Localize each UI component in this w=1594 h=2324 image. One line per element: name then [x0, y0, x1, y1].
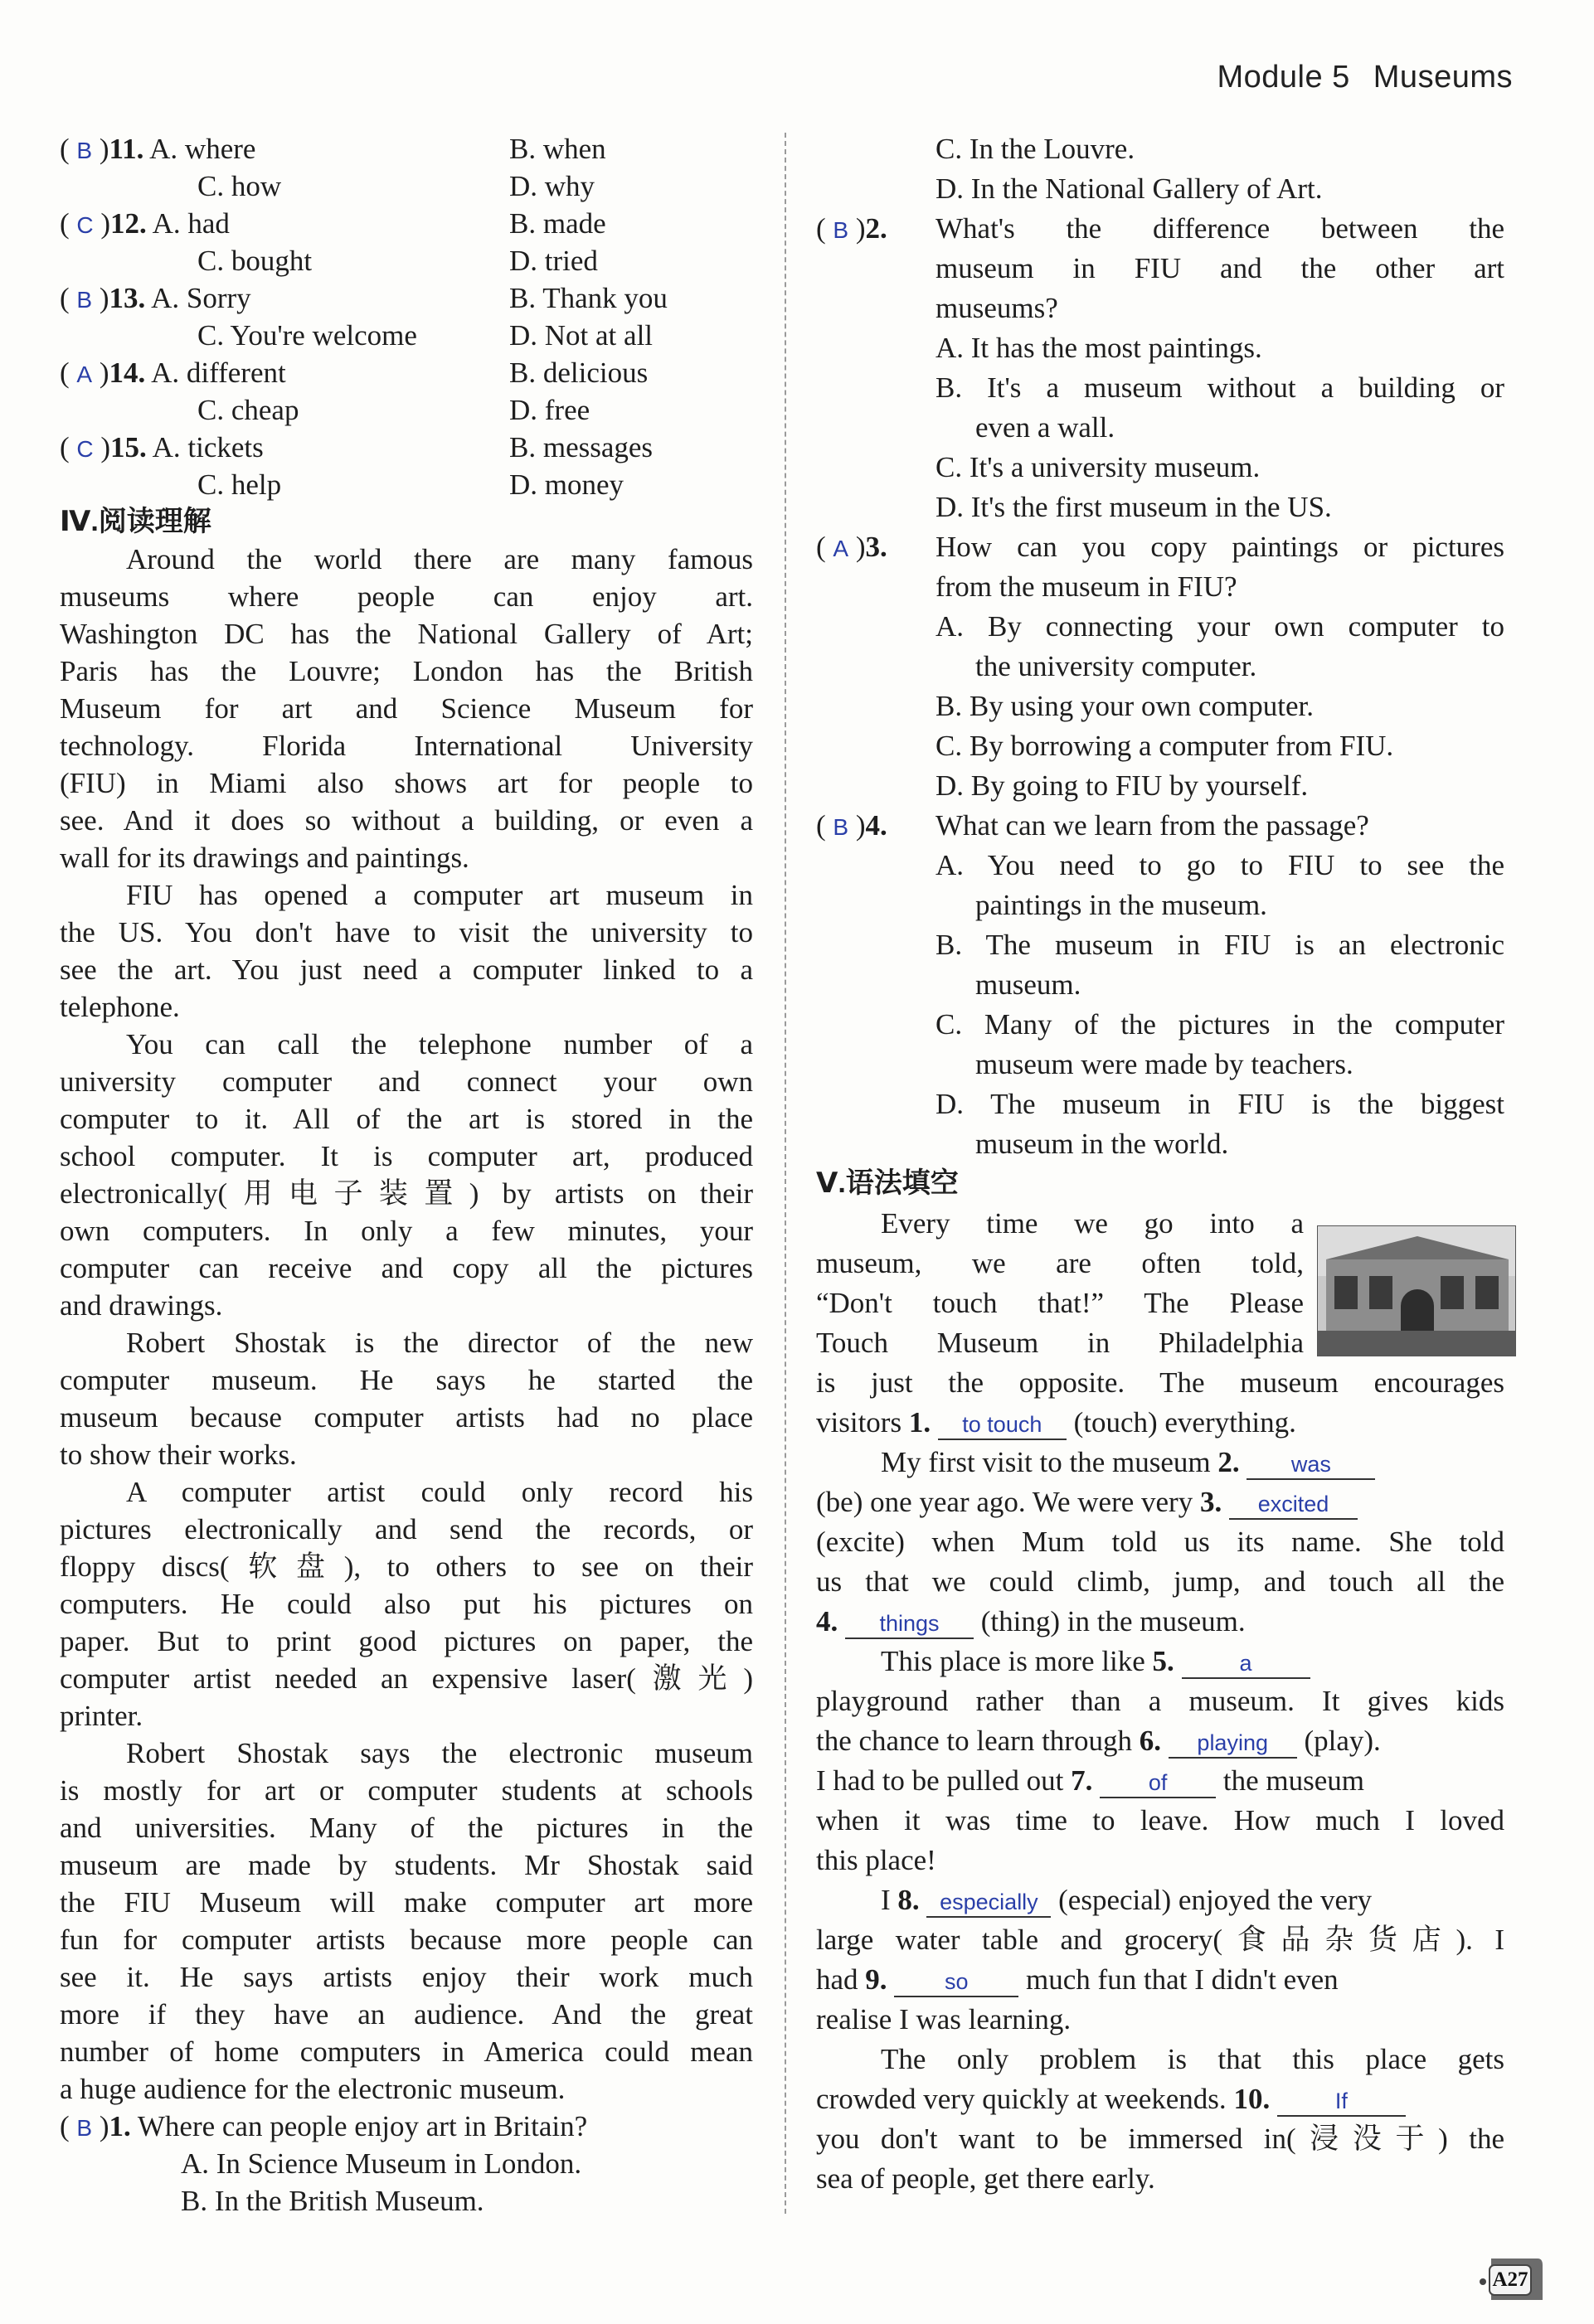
option: A. In Science Museum in London. — [181, 2147, 582, 2180]
column-divider — [785, 133, 786, 2214]
option: C. bought — [197, 245, 313, 277]
option: C. You're welcome — [197, 319, 417, 352]
option: D. tried — [509, 245, 598, 277]
option: C. In the Louvre. — [936, 133, 1135, 165]
option: D. free — [509, 394, 590, 426]
option: D. In the National Gallery of Art. — [936, 172, 1323, 205]
museum-photo — [1317, 1225, 1516, 1356]
blank-7[interactable]: of — [1100, 1768, 1216, 1798]
question-4: ( B )4. — [816, 809, 887, 842]
option: B. messages — [509, 431, 654, 463]
option: A. It has the most paintings. — [936, 332, 1262, 364]
option: C. help — [197, 468, 282, 501]
option: D. money — [509, 468, 624, 501]
answer-mark: C — [76, 212, 94, 238]
option: D. By going to FIU by yourself. — [936, 769, 1309, 802]
section-heading-grammar: Ⅴ.语法填空 — [816, 1167, 959, 1199]
blank-2[interactable]: was — [1247, 1450, 1375, 1480]
option: C. cheap — [197, 394, 299, 426]
option: A. You need to go to FIU to see the — [936, 849, 1504, 881]
option: C. how — [197, 170, 282, 202]
option: B. Thank you — [509, 282, 668, 314]
option: D. The museum in FIU is the biggest — [936, 1088, 1504, 1120]
option: B. By using your own computer. — [936, 690, 1314, 722]
page-number-badge — [1476, 2254, 1543, 2305]
option: B. delicious — [509, 357, 649, 389]
answer-mark: A — [76, 361, 93, 387]
option: C. Many of the pictures in the computer — [936, 1008, 1504, 1041]
option: D. why — [509, 170, 595, 202]
option: B. The museum in FIU is an electronic — [936, 929, 1504, 961]
blank-6[interactable]: playing — [1169, 1729, 1297, 1759]
question-1: ( B )1. Where can people enjoy art in Britain? — [60, 2110, 588, 2142]
section-heading-reading: Ⅳ.阅读理解 — [60, 506, 211, 537]
answer-mark: B — [76, 138, 93, 163]
blank-9[interactable]: so — [894, 1967, 1018, 1997]
answer-mark: B — [76, 2115, 93, 2141]
blank-3[interactable]: excited — [1229, 1490, 1358, 1520]
question-3: ( A )3. — [816, 531, 887, 563]
blank-4[interactable]: things — [845, 1609, 974, 1639]
option: A. By connecting your own computer to — [936, 610, 1504, 643]
option: C. By borrowing a computer from FIU. — [936, 730, 1394, 762]
cloze-item: ( C )15. A. tickets — [60, 431, 264, 463]
module-title: Museums — [1373, 60, 1513, 95]
option: B. made — [509, 207, 606, 240]
option: D. It's the first museum in the US. — [936, 491, 1332, 523]
blank-1[interactable]: to touch — [938, 1410, 1067, 1440]
cloze-item: ( B )13. A. Sorry — [60, 282, 251, 314]
answer-mark: B — [76, 287, 93, 313]
cloze-item: ( C )12. A. had — [60, 207, 230, 240]
answer-mark: C — [76, 436, 94, 462]
option: B. In the British Museum. — [181, 2185, 484, 2217]
answer-mark: B — [833, 814, 849, 840]
option: C. It's a university museum. — [936, 451, 1261, 483]
blank-10[interactable]: If — [1277, 2087, 1406, 2117]
question-2: ( B )2. — [816, 212, 887, 245]
cloze-item: ( A )14. A. different — [60, 357, 286, 389]
page-header — [1217, 60, 1513, 95]
module-label: Module 5 — [1217, 60, 1350, 95]
cloze-item: ( B )11. A. where — [60, 133, 256, 165]
option: B. It's a museum without a building or — [936, 371, 1504, 404]
blank-5[interactable]: a — [1182, 1649, 1310, 1679]
blank-8[interactable]: especially — [926, 1888, 1051, 1918]
page-number: A27 — [1492, 2268, 1528, 2291]
answer-mark: B — [833, 217, 849, 243]
option: B. when — [509, 133, 606, 165]
answer-mark: A — [833, 536, 849, 561]
option: D. Not at all — [509, 319, 654, 352]
